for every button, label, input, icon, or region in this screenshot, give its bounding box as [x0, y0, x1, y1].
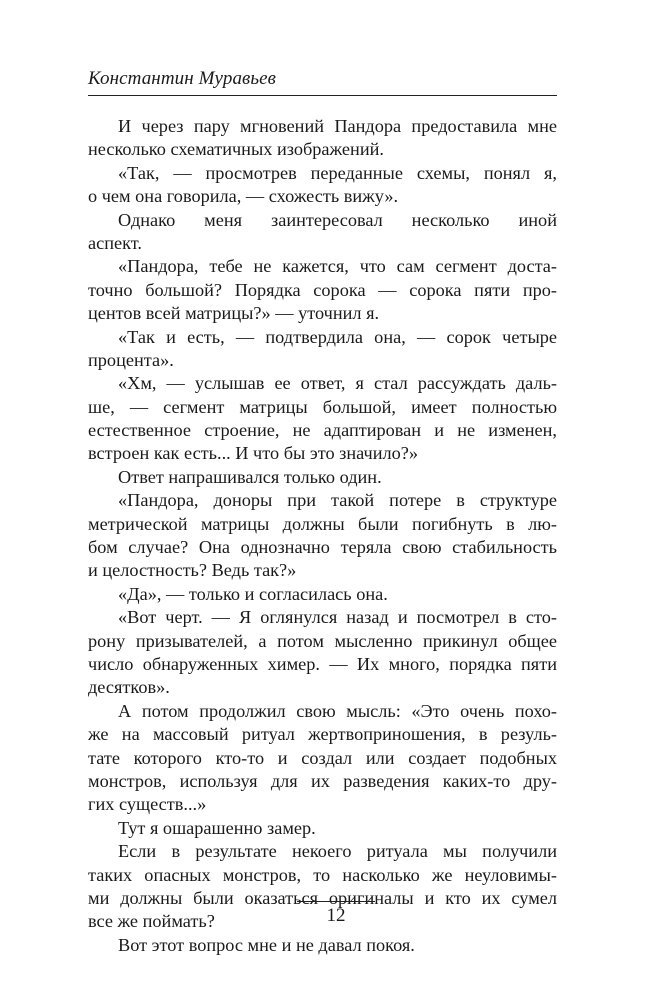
text-line: десятков». [88, 677, 170, 698]
text-line: естественное строение, не адаптирован и не изменен, [88, 420, 557, 441]
footer-rule [297, 901, 375, 902]
text-line: несколько схематичных изображений. [88, 139, 384, 160]
text-line: центов всей матрицы?» — уточнил я. [88, 303, 380, 324]
text-line: монстров, используя для их разведения каких-то дру- [88, 770, 557, 791]
text-line: А потом продолжил свою мысль: «Это очень похо- [118, 700, 557, 721]
body-text [88, 115, 557, 957]
text-line: «Вот черт. — Я оглянулся назад и посмотрел в сто- [118, 607, 557, 628]
header-rule [88, 95, 557, 96]
text-line: ми должны были оказаться оригиналы и кто их сумел [88, 887, 557, 908]
text-line: все же поймать? [88, 911, 215, 932]
text-line: Вот этот вопрос мне и не давал покоя. [118, 934, 415, 955]
text-line: «Пандора, тебе не кажется, что сам сегмент доста- [118, 256, 557, 277]
text-line: «Пандора, доноры при такой потере в структуре [118, 490, 557, 511]
text-line: о чем она говорила, — схожесть вижу». [88, 186, 399, 207]
text-line: встроен как есть... И что бы это значило?» [88, 443, 419, 464]
text-line: гих существ...» [88, 794, 207, 815]
text-line: и целостность? Ведь так?» [88, 560, 297, 581]
text-line: метрической матрицы должны были погибнуть в лю- [88, 513, 557, 534]
text-line: «Так, — просмотрев переданные схемы, понял я, [118, 162, 557, 183]
text-line: Однако меня заинтересовал несколько иной [118, 209, 557, 230]
running-head-author: Константин Муравьев [88, 68, 277, 89]
text-line: «Так и есть, — подтвердила она, — сорок четыре [118, 326, 557, 347]
text-line: аспект. [88, 232, 142, 253]
text-line: таких опасных монстров, то насколько же неуловимы- [88, 864, 557, 885]
text-line: число обнаруженных химер. — Их много, порядка пяти [88, 653, 557, 674]
text-line: тате которого кто-то и создал или создает подобных [88, 747, 557, 768]
text-line: бом случае? Она однозначно теряла свою стабильность [88, 537, 557, 558]
text-line: точно большой? Порядка сорока — сорока пяти про- [88, 279, 557, 300]
text-line: процента». [88, 349, 174, 370]
text-line: рону призывателей, а потом мысленно прикинул общее [88, 630, 557, 651]
text-line: «Хм, — услышав ее ответ, я стал рассуждать даль- [118, 373, 557, 394]
text-line: «Да», — только и согласилась она. [118, 583, 388, 604]
text-line: Тут я ошарашенно замер. [118, 817, 316, 838]
page-number: 12 [326, 905, 346, 926]
text-line: И через пару мгновений Пандора предоставила мне [118, 116, 557, 136]
text-line: Если в результате некоего ритуала мы получили [118, 841, 557, 862]
text-line: ше, — сегмент матрицы большой, имеет полностью [88, 396, 557, 417]
text-line: же на массовый ритуал жертвоприношения, в резуль- [88, 724, 557, 745]
text-line: Ответ напрашивался только один. [118, 466, 382, 487]
